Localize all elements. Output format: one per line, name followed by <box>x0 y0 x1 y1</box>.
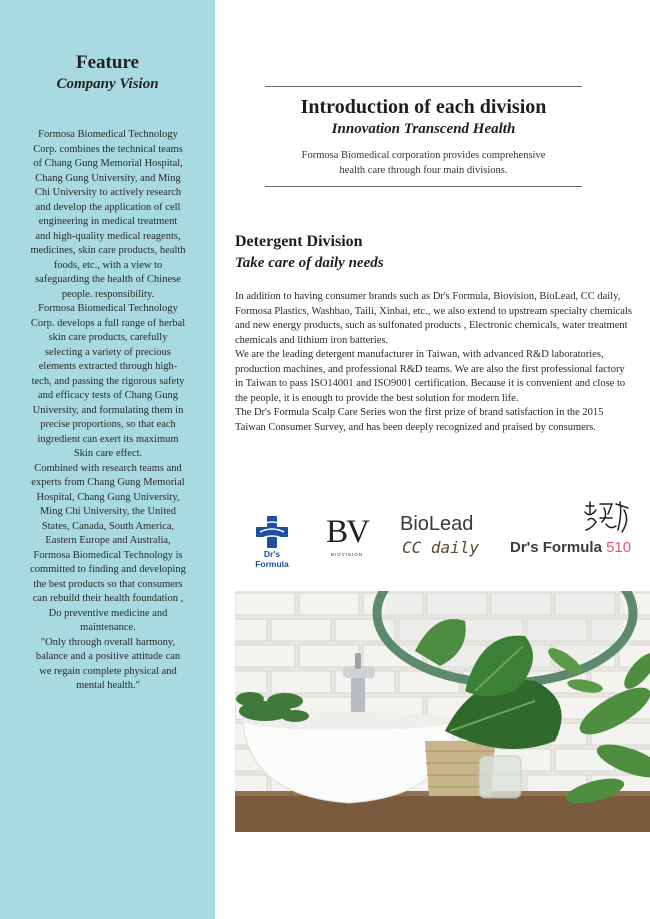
sidebar-body <box>30 128 186 694</box>
biolead-ccdaily-logo <box>400 513 486 561</box>
intro-subtitle: Innovation Transcend Health <box>331 121 516 137</box>
bathroom-sink-photo <box>235 591 650 832</box>
biovision-mark: BV <box>326 514 368 550</box>
signature-calligraphy-icon <box>582 500 632 536</box>
intro-text: Formosa Biomedical corporation provides comprehensive health care through four main divisions. <box>301 150 546 176</box>
drs-formula-510-logo <box>510 500 635 562</box>
sidebar-subtitle: Company Vision <box>56 76 159 92</box>
biovision-logo <box>326 514 368 562</box>
division-title: Detergent Division <box>235 233 363 250</box>
sidebar-paragraph: Formosa Biomedical Technology Corp. combines the technical teams of Chang Gung Memorial Hospital, Chang Gung University, and Ming Chi University to actively research and develop the application of cell engineering in medical treatment and high-quality medical reagents, medicines, skin care products, health foods, etc., with a view to safeguarding the health of Chinese people. responsibility. <box>30 129 186 300</box>
drs-formula-510-wordmark <box>510 539 631 556</box>
biovision-wordmark: BIOVISION <box>330 552 363 557</box>
drs-formula-510-number: 510 <box>606 539 632 556</box>
intro-top-rule <box>265 86 582 87</box>
division-paragraph: The Dr's Formula Scalp Care Series won the first prize of brand satisfaction in the 2015 Taiwan Consumer Survey, and has been deeply recognized and praised by consumers. <box>235 407 604 433</box>
sidebar-panel <box>0 0 215 919</box>
division-paragraph: In addition to having consumer brands such as Dr's Formula, Biovision, BioLead, CC daily, Formosa Plastics, Washbao, Taili, Xinbai, etc., we also extend to upstream specialty chemicals and new energy products, such as sulfonated products , Electronic chemicals, water treatment chemicals and lithium iron batteries. <box>235 291 632 346</box>
intro-bottom-rule <box>265 186 582 187</box>
drs-formula-wordmark: Dr's Formula <box>255 549 289 569</box>
intro-title: Introduction of each division <box>300 96 547 118</box>
cc-daily-wordmark: CC daily <box>402 538 480 557</box>
drs-formula-510-name: Dr's Formula <box>510 539 602 556</box>
division-subtitle: Take care of daily needs <box>235 255 384 271</box>
sidebar-paragraph: Formosa Biomedical Technology Corp. develops a full range of herbal skin care products, carefully selecting a variety of precious elements extracted through high-tech, and passing the rigorous safety and efficacy tests of Chang Gung University, and formulating them in precise proportions, so that each ingredient can exert its maximum Skin care effect. <box>30 303 186 459</box>
sink-plants-image <box>235 591 650 832</box>
drs-formula-logo <box>248 515 296 569</box>
drs-formula-emblem-icon <box>248 515 296 549</box>
sidebar-paragraph: "Only through overall harmony, balance and a positive attitude can we regain complete physical and mental health." <box>35 636 181 691</box>
sidebar-title: Feature <box>76 52 139 73</box>
division-paragraph: We are the leading detergent manufacturer in Taiwan, with advanced R&D laboratories, production machines, and professional R&D teams. We are also the first professional factory in Taiwan to pass ISO14001 and ISO9001 certification. Because it is convenient and close to the people, it is enough to provide the best solution for modern life. <box>235 349 626 404</box>
division-body <box>235 290 633 435</box>
biolead-wordmark: BioLead <box>400 513 474 535</box>
sidebar-paragraph: Combined with research teams and experts from Chang Gung Memorial Hospital, Chang Gung University, Ming Chi University, the United States, Canada, South America, Eastern Europe and Australia, Formosa Biomedical Technology is committed to finding and developing the best products so that consumers can rebuild their health foundation , Do preventive medicine and maintenance. <box>30 462 186 633</box>
